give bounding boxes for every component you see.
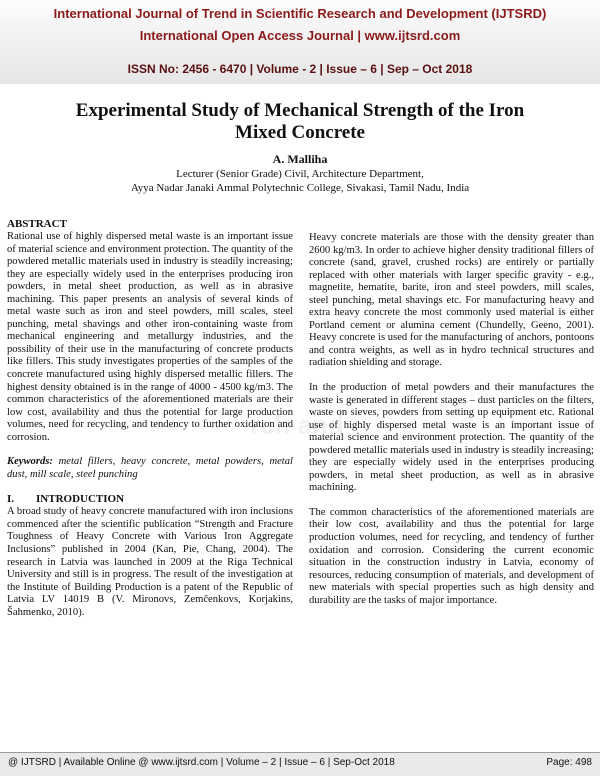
introduction-heading: I. INTRODUCTION (7, 493, 125, 506)
page-footer (0, 752, 600, 776)
keywords (7, 456, 293, 481)
right-paragraph-3: The common characteristics of the aforementioned materials are their low cost, availability and thus the potential for large production volumes, need for recycling, and tendency of further oxidation and corrosion. Considering the current economic situation in the construction industry in Latvia, economy of resources, reducing consumption of materials, and development of new materials with special properties such as high density and durability are the tasks of major importance. (309, 506, 594, 606)
watermark-text: rch and (250, 410, 344, 440)
paper-title (0, 100, 600, 144)
journal-subtitle: International Open Access Journal | www.ijtsrd.com (139, 28, 461, 43)
journal-header (0, 0, 600, 84)
title-line-1: Experimental Study of Mechanical Strength of the Iron (75, 100, 525, 121)
affiliation-line-2: Ayya Nadar Janaki Ammal Polytechnic College, Sivakasi, Tamil Nadu, India (130, 182, 470, 194)
left-column (7, 218, 293, 619)
author-name: A. Malliha (272, 152, 328, 166)
footer-citation: @ IJTSRD | Available Online @ www.ijtsrd.com | Volume – 2 | Issue – 6 | Sep-Oct 2018 (8, 757, 395, 768)
right-paragraph-1: Heavy concrete materials are those with the density greater than 2600 kg/m3. In order to achieve higher density traditional fillers of concrete (sand, gravel, crushed rocks) are entirely or partially replaced with other materials with larger specific gravity - e.g., magnetite, hematite, barite, iron and steel powders, mill scales, steel punching, metal shavings etc. For manufacturing heavy and extra heavy concrete the most commonly used material is either Portland cement or alumina cement (Chundelly, Geeno, 2001). Heavy concrete is used for the manufacturing of anchors, pontoons and contra weights, as well as in hydro technical structures and radiation shielding and storage. (309, 232, 594, 369)
journal-name: International Journal of Trend in Scientific Research and Development (IJTSRD) (53, 6, 547, 21)
right-paragraph-2: In the production of metal powders and their manufactures the waste is generated in different stages – dust particles on the filters, waste on sieves, powders from setting up equipment etc. Rational use of highly dispersed metal waste is an important issue of material science and environment protection. The quantity of the powdered metallic materials used in industry is steadily increasing; they are especially widely used in the enterprises producing powders, in metal sheet production, as well as in abrasive machining. (309, 382, 594, 494)
keywords-label: Keywords: (7, 456, 53, 468)
title-line-2: Mixed Concrete (235, 122, 365, 143)
page-number: Page: 498 (546, 757, 592, 768)
abstract-heading: ABSTRACT (7, 218, 67, 230)
keywords-text: metal fillers, heavy concrete, metal powders, metal dust, mill scale, steel punching (7, 456, 293, 480)
issn-line: ISSN No: 2456 - 6470 | Volume - 2 | Issue – 6 | Sep – Oct 2018 (127, 62, 473, 76)
right-column (309, 232, 594, 607)
affiliation-line-1: Lecturer (Senior Grade) Civil, Architecture Department, (176, 168, 424, 180)
abstract-text: Rational use of highly dispersed metal waste is an important issue of material science and environment protection. The quantity of the powdered metallic materials used in industry is steadily increasing; they are especially widely used in the enterprises producing iron powders, in metal sheet production, as well as in abrasive machining. This paper presents an analysis of several kinds of metal waste such as iron and steel powders, mill scales, steel punching, metal shavings and other iron-containing waste from mechanical engineering and metallurgy industries, and the possibility of their use in the manufacturing of concrete products like fillers. This study investigates properties of the samples of the concrete manufactured using highly dispersed metallic fillers. The highest density obtained is in the range of 4000 - 4500 kg/m3. The common characteristics of the aforementioned materials are their low cost, availability and thus the potential for large production volumes, need for recycling, and tendency to further oxidation and corrosion. (7, 231, 293, 443)
footer-divider (0, 752, 600, 753)
introduction-text: A broad study of heavy concrete manufactured with iron inclusions commenced after the scientific publication “Strength and Fracture Toughness of Heavy Concrete with Various Iron Aggregate Inclusions” published in 2004 (Kan, Pie, Chang, 2004). The research in Latvia was launched in 2009 at the Riga Technical University and still is in progress. The result of the investigation at the Institute of Building Production is a patent of the Republic of Latvia LV 14019 B (V. Mironovs, Zemčenkovs, Korjakins, Šahmenko, 2010). (7, 506, 293, 618)
